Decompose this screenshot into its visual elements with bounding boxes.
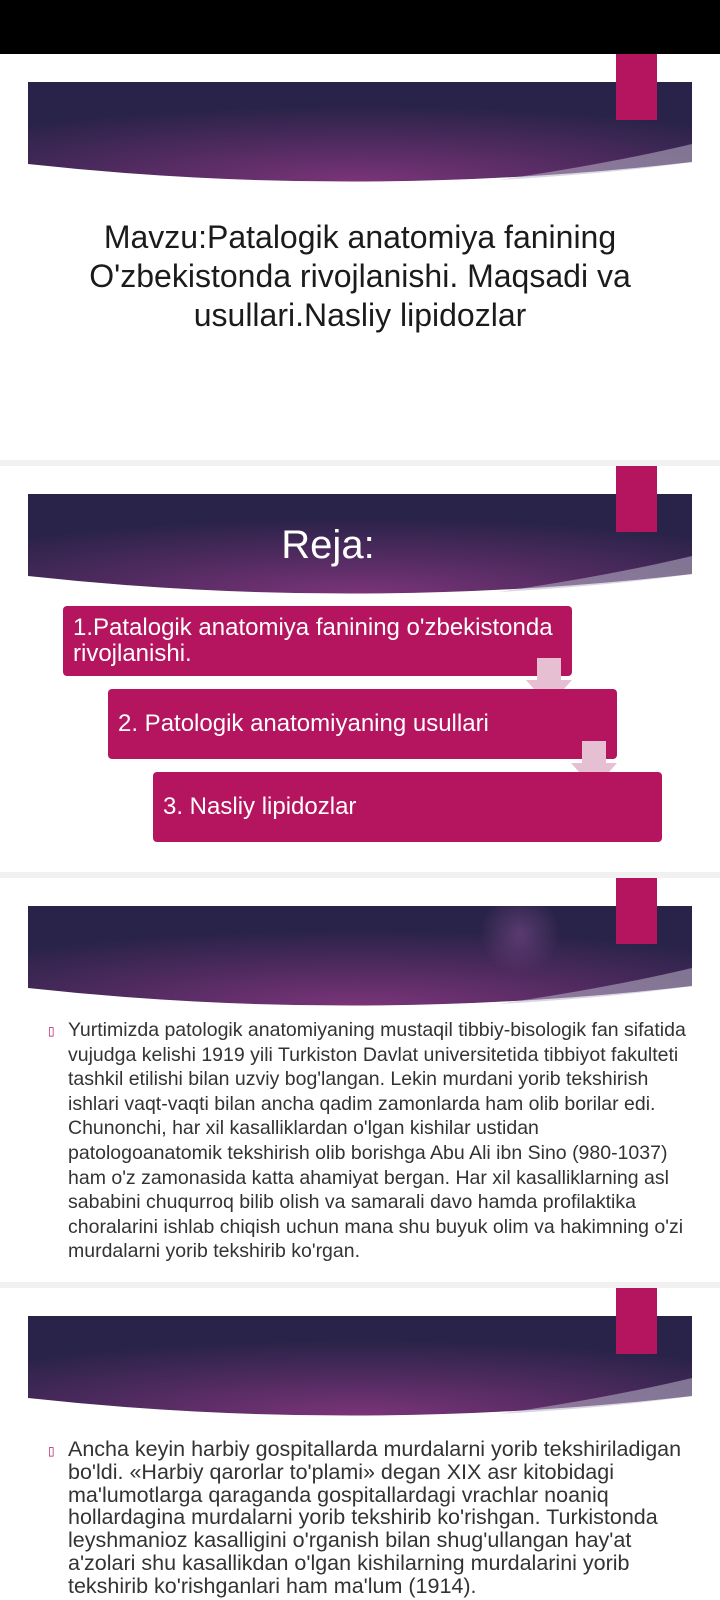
slide-history-1	[0, 878, 720, 1282]
accent-tab	[616, 878, 657, 944]
slide-title	[0, 54, 720, 460]
plan-heading: Reja:	[281, 523, 375, 567]
plan-step-2	[108, 689, 617, 759]
plan-step-label: 2. Patologik anatomiyaning usullari	[118, 710, 489, 737]
slide-plan	[0, 466, 720, 872]
status-bar	[0, 0, 720, 54]
plan-step-1	[63, 606, 572, 676]
slide-banner	[28, 1316, 692, 1422]
accent-tab	[616, 1288, 657, 1354]
slide-banner	[28, 906, 692, 1012]
slide-history-2	[0, 1288, 720, 1600]
square-bullet-icon: ▯	[48, 1024, 55, 1038]
paragraph-text: Yurtimizda patologik anatomiyaning mustaqil tibbiy-bisologik fan sifatida vujudga kelishi 1919 yili Turkiston Davlat universitetida tibbiyot fakulteti tashkil etilishi bilan uzviy bog'langan. Lekin murdani yorib tekshirish ishlari vaqt-vaqti bilan ancha qadim zamonlarda ham olib borilar edi. Chunonchi, har xil kasalliklardan o'lgan kishilar ustidan patologoanatomik tekshirish olib borishga Abu Ali ibn Sino (980-1037) ham o'z zamonasida katta ahamiyat bergan. Har xil kasalliklarning asl sababini chuqurroq bilib olish va samarali davo hamda profilaktika choralarini ishlab chiqish uchun mana shu buyuk olim va hakimning o'zi murdalarni yorib tekshirib ko'rgan.	[68, 1019, 686, 1263]
slide-banner	[28, 82, 692, 188]
plan-step-3	[153, 772, 662, 842]
slide-title-text: Mavzu:Patalogik anatomiya fanining O'zbekistonda rivojlanishi. Maqsadi va usullari.Nasliy lipidozlar	[89, 219, 631, 333]
paragraph-block	[48, 1438, 688, 1598]
paragraph-text: Ancha keyin harbiy gospitallarda murdalarni yorib tekshiriladigan bo'ldi. «Harbiy qarorlar to'plami» degan XIX asr kitobidagi ma'lumotlarga qaraganda gospitallardagi vrachlar noaniq hollardagina murdalarni yorib tekshirib ko'rishgan. Turkistonda leyshmanioz kasalligini o'rganish bilan shug'ullangan hay'at a'zolari shu kasallikdan o'lgan kishilarning murdalarini yorib tekshirib ko'rishganlari ham ma'lum (1914).	[68, 1437, 682, 1598]
paragraph-block	[48, 1018, 688, 1264]
plan-step-label: 3. Nasliy lipidozlar	[163, 793, 357, 820]
accent-tab	[616, 54, 657, 120]
plan-step-label: 1.Patalogik anatomiya fanining o'zbekistonda rivojlanishi.	[73, 614, 553, 667]
square-bullet-icon: ▯	[48, 1444, 55, 1458]
